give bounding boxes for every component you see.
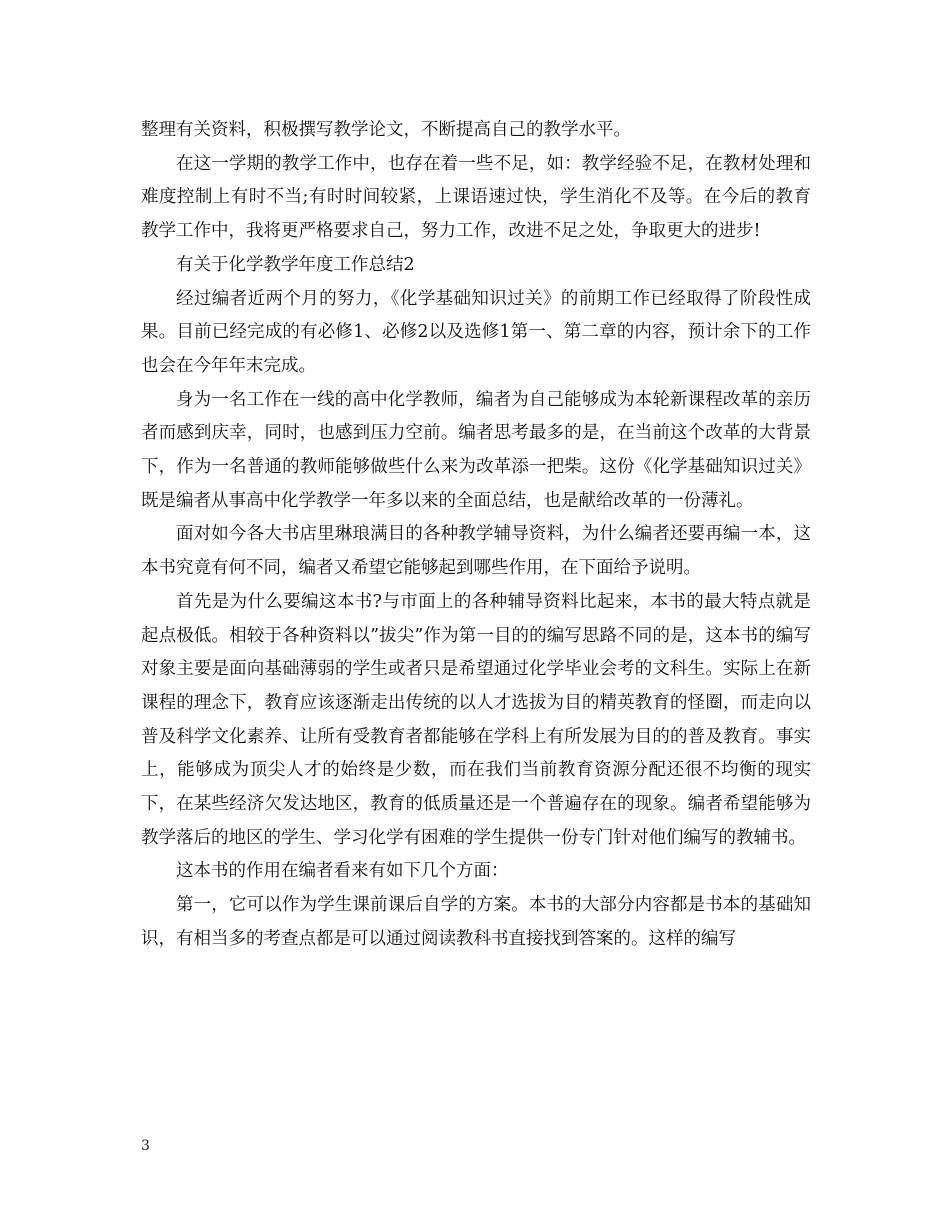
- page-number: 3: [141, 1138, 150, 1154]
- paragraph: 第一，它可以作为学生课前课后自学的方案。本书的大部分内容都是书本的基础知识，有相当多的考查点都是可以通过阅读教科书直接找到答案的。这样的编写: [141, 895, 811, 949]
- paragraph: 首先是为什么要编这本书?与市面上的各种辅导资料比起来，本书的最大特点就是起点极低。相较于各种资料以”拔尖”作为第一目的的编写思路不同的是，这本书的编写对象主要是面向基础薄弱的学生或者只是希望通过化学毕业会考的文科生。实际上在新课程的理念下，教育应该逐渐走出传统的以人才选拔为目的精英教育的怪圈，而走向以普及科学文化素养、让所有受教育者都能够在学科上有所发展为目的的普及教育。事实上，能够成为顶尖人才的始终是少数，而在我们当前教育资源分配还很不均衡的现实下，在某些经济欠发达地区，教育的低质量还是一个普遍存在的现象。编者希望能够为教学落后的地区的学生、学习化学有困难的学生提供一份专门针对他们编写的教辅书。: [141, 591, 811, 848]
- paragraph: 经过编者近两个月的努力，《化学基础知识过关》的前期工作已经取得了阶段性成果。目前已经完成的有必修1、必修2以及选修1第一、第二章的内容，预计余下的工作也会在今年年末完成。: [141, 288, 811, 376]
- paragraph: 身为一名工作在一线的高中化学教师，编者为自己能够成为本轮新课程改革的亲历者而感到庆幸，同时，也感到压力空前。编者思考最多的是，在当前这个改革的大背景下，作为一名普通的教师能够做些什么来为改革添一把柴。这份《化学基础知识过关》既是编者从事高中化学教学一年多以来的全面总结，也是献给改革的一份薄礼。: [141, 389, 811, 511]
- section-heading: 有关于化学教学年度工作总结2: [176, 254, 415, 275]
- paragraph: 在这一学期的教学工作中，也存在着一些不足，如：教学经验不足，在教材处理和难度控制上有时不当;有时时间较紧，上课语速过快，学生消化不及等。在今后的教育教学工作中，我将更严格要求自己，努力工作，改进不足之处，争取更大的进步!: [141, 153, 811, 242]
- paragraph: 面对如今各大书店里琳琅满目的各种教学辅导资料，为什么编者还要再编一本，这本书究竟有何不同，编者又希望它能够起到哪些作用，在下面给予说明。: [141, 524, 811, 579]
- paragraph: 这本书的作用在编者看来有如下几个方面：: [176, 861, 509, 882]
- document-body: [141, 114, 811, 957]
- paragraph: 整理有关资料，积极撰写教学论文，不断提高自己的教学水平。: [141, 120, 631, 140]
